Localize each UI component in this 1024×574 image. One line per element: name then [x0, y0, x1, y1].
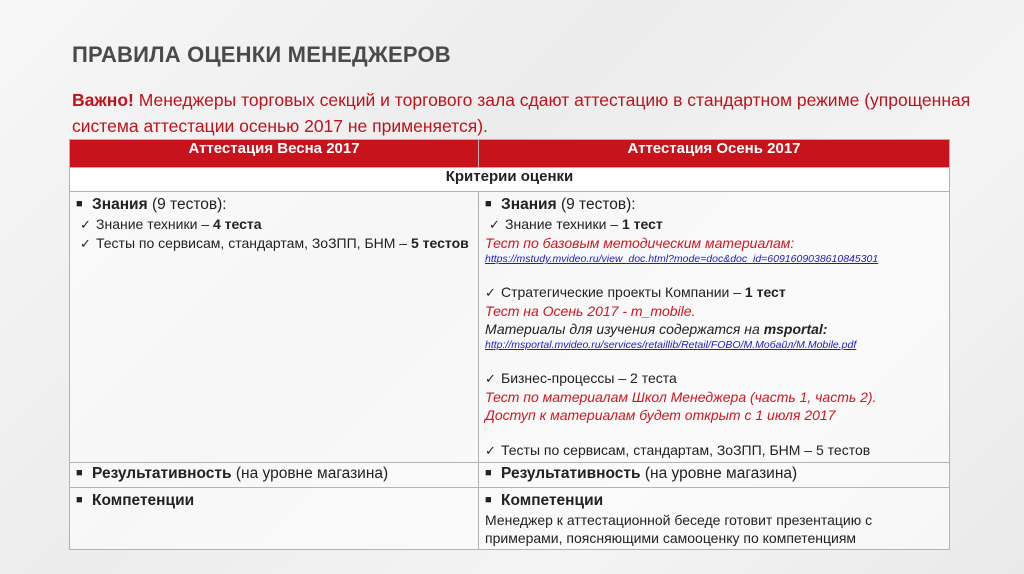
check-icon: ✓: [485, 371, 496, 386]
spring-results-cell: ■ Результативность (на уровне магазина): [70, 463, 479, 488]
autumn-knowledge-heading: ■ Знания (9 тестов):: [485, 196, 636, 213]
autumn-business-item: ✓ Бизнес-процессы – 2 теста: [485, 370, 677, 386]
competence-row: [70, 488, 950, 550]
check-icon: ✓: [489, 217, 500, 232]
autumn-materials-note: Материалы для изучения содержатся на msportal:: [485, 321, 828, 337]
intro-text: Менеджеры торговых секций и торгового зала сдают аттестацию в стандартном режиме (упрощенная система аттестации осенью 2017 не применяется).: [72, 90, 971, 136]
autumn-business-access-note: Доступ к материалам будет открыт с 1 июля 2017: [485, 407, 836, 423]
knowledge-row: [70, 192, 950, 463]
autumn-knowledge-cell: [479, 192, 950, 463]
square-bullet-icon: ■: [76, 467, 83, 479]
spring-competence-cell: ■ Компетенции: [70, 488, 479, 550]
important-label: Важно!: [72, 90, 134, 110]
page-title: ПРАВИЛА ОЦЕНКИ МЕНЕДЖЕРОВ: [72, 42, 451, 67]
autumn-business-note: Тест по материалам Школ Менеджера (часть 1, часть 2).: [485, 389, 877, 405]
spring-services-item: ✓ Тесты по сервисам, стандартам, ЗоЗПП, БНМ – 5 тестов: [80, 235, 469, 251]
spring-knowledge-cell: [70, 192, 479, 463]
criteria-header: Критерии оценки: [70, 168, 950, 192]
autumn-services-item: ✓ Тесты по сервисам, стандартам, ЗоЗПП, БНМ – 5 тестов: [485, 442, 871, 458]
square-bullet-icon: ■: [485, 494, 492, 506]
square-bullet-icon: ■: [485, 467, 492, 479]
square-bullet-icon: ■: [76, 494, 83, 506]
autumn-tech-note: Тест по базовым методическим материалам:: [485, 235, 795, 251]
check-icon: ✓: [80, 217, 91, 232]
results-row: [70, 463, 950, 488]
criteria-row: [70, 168, 950, 192]
autumn-strategic-item: ✓ Стратегические проекты Компании – 1 тест: [485, 284, 786, 300]
check-icon: ✓: [485, 285, 496, 300]
spring-tech-item: ✓ Знание техники – 4 теста: [80, 216, 262, 232]
autumn-results-cell: ■ Результативность (на уровне магазина): [479, 463, 950, 488]
check-icon: ✓: [80, 236, 91, 251]
mstudy-link[interactable]: https://mstudy.mvideo.ru/view_doc.html?mode=doc&doc_id=6091609038610845301: [485, 253, 879, 265]
square-bullet-icon: ■: [76, 198, 83, 210]
msportal-link[interactable]: http://msportal.mvideo.ru/services/retaillib/Retail/FOBO/M.Мобайл/M.Mobile.pdf: [485, 339, 857, 351]
check-icon: ✓: [485, 443, 496, 458]
square-bullet-icon: ■: [485, 198, 492, 210]
evaluation-table: [69, 139, 950, 550]
column-header-spring: Аттестация Весна 2017: [70, 140, 479, 168]
autumn-competence-description: Менеджер к аттестационной беседе готовит презентацию с примерами, поясняющими самооценку по компетенциям: [485, 512, 873, 546]
autumn-tech-item: ✓ Знание техники – 1 тест: [489, 216, 663, 232]
autumn-competence-cell: ■ Компетенции Менеджер к аттестационной беседе готовит презентацию с примерами, поясняющими самооценку по компетенциям: [479, 488, 950, 550]
intro-note: [72, 87, 972, 139]
column-header-autumn: Аттестация Осень 2017: [479, 140, 950, 168]
table-header-row: [70, 140, 950, 168]
autumn-strategic-note: Тест на Осень 2017 - m_mobile.: [485, 303, 696, 319]
spring-knowledge-heading: ■ Знания (9 тестов):: [76, 196, 227, 213]
